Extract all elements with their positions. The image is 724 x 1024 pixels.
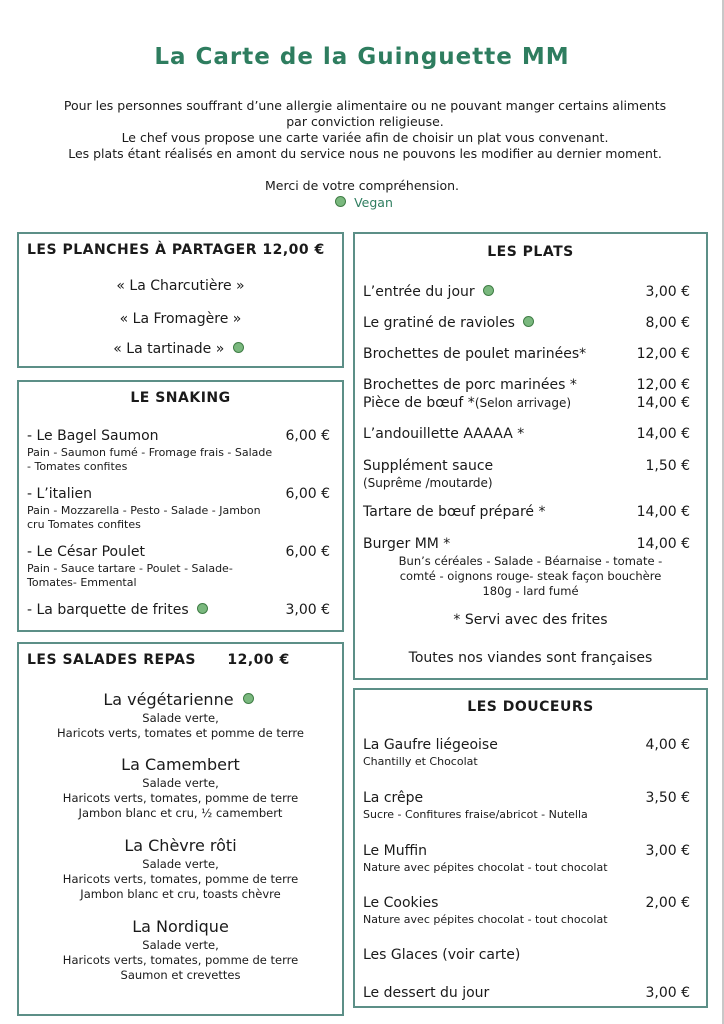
item-price: 4,00 € — [645, 737, 690, 753]
item-name — [363, 395, 571, 411]
item-desc — [27, 504, 261, 532]
intro-line: Pour les personnes souffrant d’une allergie alimentaire ou ne pouvant manger certains aliments — [63, 98, 667, 113]
salad-desc — [19, 857, 342, 902]
item-desc: Sucre - Confitures fraise/abricot - Nutella — [363, 808, 588, 821]
salades-title-text: LES SALADES REPAS — [27, 652, 196, 668]
vegan-smiley-icon — [523, 316, 534, 327]
salad-name: La Nordique — [132, 917, 229, 936]
item-price: 1,50 € — [645, 458, 690, 474]
salad-name: La Camembert — [121, 755, 240, 774]
desc-line: Pain - Mozzarella - Pesto - Salade - Jambon — [27, 504, 261, 517]
salad-name — [19, 690, 342, 709]
vegan-smiley-icon — [197, 603, 208, 614]
desc-line: Saumon et crevettes — [120, 968, 241, 982]
frites-footnote: * Servi avec des frites — [453, 612, 608, 628]
plats-title: LES PLATS — [487, 244, 574, 260]
planches-title: LES PLANCHES À PARTAGER 12,00 € — [27, 242, 325, 258]
item-name-text: Le gratiné de ravioles — [363, 315, 515, 331]
item-desc: Nature avec pépites chocolat - tout chocolat — [363, 861, 608, 874]
item-price: 14,00 € — [636, 426, 690, 442]
item-name: - Le Bagel Saumon — [27, 428, 159, 444]
item-price: 14,00 € — [636, 504, 690, 520]
item-price: 6,00 € — [285, 544, 330, 560]
thanks-text: Merci de votre compréhension. — [265, 178, 459, 193]
item-price: 3,00 € — [285, 602, 330, 618]
item-price: 3,50 € — [645, 790, 690, 806]
desc-line: Salade verte, — [142, 711, 219, 725]
desc-line: Haricots verts, tomates, pomme de terre — [62, 953, 299, 967]
salad-desc — [19, 711, 342, 741]
item-name — [27, 602, 212, 618]
menu-item — [363, 843, 690, 859]
menu-item — [363, 895, 690, 911]
desc-line: cru Tomates confites — [27, 518, 141, 531]
menu-item — [27, 428, 330, 444]
item-desc — [355, 554, 706, 599]
menu-item — [363, 504, 690, 520]
intro-text — [20, 98, 710, 162]
item-name: La Gaufre liégeoise — [363, 737, 498, 753]
item-note: (Selon arrivage) — [474, 396, 572, 410]
vegan-smiley-icon — [233, 342, 244, 353]
vegan-legend — [0, 195, 724, 210]
item-name: Supplément sauce — [363, 458, 494, 474]
desc-line: Pain - Saumon fumé - Fromage frais - Salade — [27, 446, 273, 459]
douceurs-section — [353, 688, 708, 1008]
intro-line: par conviction religieuse. — [286, 114, 444, 129]
desc-line: Haricots verts, tomates et pomme de terre — [57, 726, 304, 740]
item-price: 2,00 € — [645, 895, 690, 911]
item-price: 14,00 € — [636, 395, 690, 411]
vegan-smiley-icon — [243, 693, 254, 704]
vegan-smiley-icon — [483, 285, 494, 296]
menu-item — [363, 395, 690, 411]
origin-note: Toutes nos viandes sont françaises — [408, 650, 653, 666]
page-title: La Carte de la Guinguette MM — [154, 44, 570, 70]
intro-line: Le chef vous propose une carte variée afin de choisir un plat vous convenant. — [121, 130, 609, 145]
menu-item — [363, 536, 690, 552]
item-name: Tartare de bœuf préparé * — [363, 504, 546, 520]
plats-section — [353, 232, 708, 680]
desc-line: Pain - Sauce tartare - Poulet - Salade- — [27, 562, 233, 575]
desc-line: Tomates- Emmental — [27, 576, 137, 589]
desc-line: Salade verte, — [142, 938, 219, 952]
menu-item — [363, 458, 690, 474]
desc-line: Bun’s céréales - Salade - Béarnaise - tomate - — [398, 554, 663, 568]
menu-item — [363, 426, 690, 442]
item-name — [363, 284, 498, 300]
item-name: Brochettes de porc marinées * — [363, 377, 577, 393]
item-price: 6,00 € — [285, 486, 330, 502]
desc-line: Salade verte, — [142, 776, 219, 790]
item-name: La crêpe — [363, 790, 424, 806]
desc-line: Jambon blanc et cru, ½ camembert — [78, 806, 283, 820]
item-name: Le Cookies — [363, 895, 439, 911]
salades-title — [27, 652, 290, 668]
item-note: (Suprême /moutarde) — [363, 476, 493, 490]
salad-name-text: La végétarienne — [103, 690, 234, 709]
intro-line: Les plats étant réalisés en amont du service nous ne pouvons les modifier au dernier moment. — [68, 146, 662, 161]
item-name: - Le César Poulet — [27, 544, 145, 560]
desc-line: comté - oignons rouge- steak façon bouchère — [399, 569, 662, 583]
menu-item — [363, 790, 690, 806]
item-desc — [27, 562, 233, 590]
salades-price: 12,00 € — [227, 652, 290, 668]
item-desc: Chantilly et Chocolat — [363, 755, 478, 768]
menu-item — [363, 985, 690, 1001]
menu-item — [27, 486, 330, 502]
menu-item — [363, 377, 690, 393]
item-price: 8,00 € — [645, 315, 690, 331]
desc-line: Haricots verts, tomates, pomme de terre — [62, 791, 299, 805]
item-name: Burger MM * — [363, 536, 451, 552]
douceurs-title: LES DOUCEURS — [467, 699, 594, 715]
snaking-section — [17, 380, 344, 632]
item-name: Le Muffin — [363, 843, 427, 859]
item-desc — [27, 446, 272, 474]
desc-line: 180g - lard fumé — [482, 584, 579, 598]
vegan-label: Vegan — [354, 195, 393, 210]
item-price: 6,00 € — [285, 428, 330, 444]
item-price: 12,00 € — [636, 346, 690, 362]
salad-name: La Chèvre rôti — [124, 836, 237, 855]
item-name: Brochettes de poulet marinées* — [363, 346, 587, 362]
item-name: L’andouillette AAAAA * — [363, 426, 525, 442]
planche-item-label: « La tartinade » — [113, 341, 225, 357]
salad-desc — [19, 776, 342, 821]
item-name-text: L’entrée du jour — [363, 284, 475, 300]
vegan-smiley-icon — [335, 196, 346, 207]
menu-item — [363, 315, 690, 331]
planche-item — [19, 341, 342, 357]
item-price: 3,00 € — [645, 985, 690, 1001]
item-price: 3,00 € — [645, 284, 690, 300]
desc-line: Salade verte, — [142, 857, 219, 871]
item-name: Les Glaces (voir carte) — [363, 947, 521, 963]
menu-item — [27, 544, 330, 560]
menu-item — [363, 947, 690, 963]
item-name-text: Pièce de bœuf * — [363, 395, 475, 411]
desc-line: Jambon blanc et cru, toasts chèvre — [80, 887, 281, 901]
item-price: 14,00 € — [636, 536, 690, 552]
item-name — [363, 315, 538, 331]
menu-item — [27, 602, 330, 618]
desc-line: Haricots verts, tomates, pomme de terre — [62, 872, 299, 886]
desc-line: - Tomates confites — [27, 460, 128, 473]
item-name: Le dessert du jour — [363, 985, 490, 1001]
planche-item: « La Fromagère » — [119, 311, 242, 327]
item-price: 12,00 € — [636, 377, 690, 393]
snaking-title: LE SNAKING — [130, 390, 231, 406]
planche-item: « La Charcutière » — [116, 278, 245, 294]
item-price: 3,00 € — [645, 843, 690, 859]
menu-item — [363, 737, 690, 753]
menu-item — [363, 346, 690, 362]
planches-section — [17, 232, 344, 368]
menu-item — [363, 284, 690, 300]
item-name-text: - La barquette de frites — [27, 602, 189, 618]
item-desc: Nature avec pépites chocolat - tout chocolat — [363, 913, 608, 926]
salad-desc — [19, 938, 342, 983]
item-name: - L’italien — [27, 486, 92, 502]
salades-section — [17, 642, 344, 1016]
